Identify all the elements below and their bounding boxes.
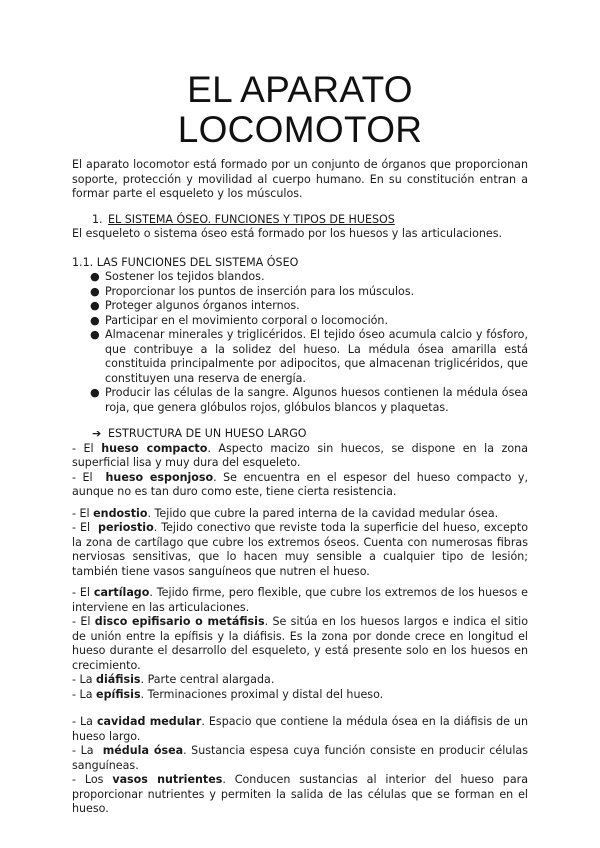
list-item-text: Producir las células de la sangre. Algunos huesos contienen la médula ósea roja, que genera glóbulos rojos, glóbulos blancos y plaquetas. (105, 386, 528, 414)
entry-prefix: - La (72, 744, 103, 757)
structure-entry (72, 773, 528, 817)
entry-text: . Aspecto macizo sin huecos, se dispone en la zona superficial lisa y muy dura del esqueleto. (72, 441, 529, 469)
entry-term: cartílago (93, 586, 150, 599)
structure-entry (72, 715, 528, 744)
entry-prefix: - La (72, 673, 97, 686)
entry-prefix: - Los (72, 773, 113, 786)
entry-term: epífisis (96, 687, 141, 701)
entry-term: endostio (93, 506, 148, 520)
entry-text: . Tejido conectivo que reviste toda la superficie del hueso, excepto la zona de cartílago que cubre los extremos óseos. Cuenta con numerosas fibras nerviosas sensitivas, que lo hacen muy sensible a cualquier tipo de lesión; también tiene vasos sanguíneos que nutren el hueso. (72, 521, 528, 578)
entry-text: . Parte central alargada. (140, 673, 275, 686)
entry-prefix: - La (72, 687, 97, 701)
entry-text: . Se sitúa en los huesos largos e indica el sitio de unión entre la epífisis y la diáfisis. Es la zona por donde crece en longitud el hueso durante el desarrollo del esqueleto, y está presente solo en los huesos en crecimiento. (72, 615, 528, 672)
bullet-icon: ● (90, 299, 100, 312)
entry-text: . Tejido firme, pero flexible, que cubre los extremos de los huesos e interviene en las articulaciones. (72, 586, 528, 614)
entry-prefix: - El (72, 521, 98, 534)
entry-term: hueso compacto (101, 441, 208, 455)
list-item (90, 299, 528, 314)
entry-term: hueso esponjoso (105, 470, 214, 484)
list-item (90, 314, 528, 329)
entry-text: . Espacio que contiene la médula ósea en la diáfisis de un hueso largo. (72, 715, 529, 743)
list-item (90, 386, 528, 415)
entry-term: cavidad medular (96, 715, 202, 728)
list-item (90, 285, 528, 300)
entry-term: médula ósea (102, 744, 184, 757)
entry-term: vasos nutrientes (112, 773, 223, 786)
entry-prefix: - El (72, 470, 106, 484)
list-item-text: Participar en el movimiento corporal o locomoción. (105, 313, 388, 327)
structure-entry (72, 507, 528, 522)
entry-prefix: - El (72, 441, 102, 455)
list-item-text: Proteger algunos órganos internos. (105, 299, 300, 312)
functions-list (72, 270, 528, 415)
list-item (90, 270, 528, 285)
intro-paragraph: El aparato locomotor está formado por un conjunto de órganos que proporcionan soporte, protección y movilidad al cuerpo humano. En su constitución entran a formar parte el esqueleto y los músculos. (72, 158, 528, 200)
entry-text: . Conducen sustancias al interior del hueso para proporcionar nutrientes y permiten la salida de las células que se forman en el hueso. (72, 773, 528, 815)
structure-entry (72, 471, 528, 500)
entry-prefix: - El (72, 615, 95, 628)
entry-prefix: - El (72, 506, 94, 520)
entry-term: periostio (98, 521, 154, 534)
section-1-number: 1. (92, 212, 103, 226)
document-title: EL APARATO LOCOMOTOR (177, 69, 423, 150)
section-1-title: EL SISTEMA ÓSEO. FUNCIONES Y TIPOS DE HUESOS (108, 212, 395, 226)
structure-entry (72, 688, 528, 703)
structure-entry (72, 586, 528, 615)
list-item-text: Proporcionar los puntos de inserción para los músculos. (105, 284, 415, 298)
entry-prefix: - La (72, 715, 97, 728)
bullet-icon: ● (90, 313, 100, 327)
bullet-icon: ● (90, 328, 100, 341)
entry-term: disco epifisario o metáfisis (94, 615, 265, 628)
bullet-icon: ● (90, 270, 100, 283)
list-item (90, 328, 528, 386)
bullet-icon: ● (90, 284, 100, 298)
list-item-text: Sostener los tejidos blandos. (105, 270, 265, 283)
structure-entry (72, 442, 528, 471)
bullet-icon: ● (90, 386, 100, 399)
list-item-text: Almacenar minerales y triglicéridos. El tejido óseo acumula calcio y fósforo, que contribuye a la solidez del hueso. La médula ósea amarilla está constituida principalmente por adipocitos, que almacenan triglicéridos, que constituyen una reserva de energía. (105, 328, 528, 385)
structure-heading (72, 427, 528, 442)
section-1-heading (72, 213, 528, 228)
entry-text: . Sustancia espesa cuya función consiste en producir células sanguíneas. (72, 744, 528, 772)
entry-text: . Terminaciones proximal y distal del hueso. (140, 687, 384, 701)
structure-entry (72, 744, 528, 773)
structure-title: ESTRUCTURA DE UN HUESO LARGO (108, 427, 307, 440)
structure-entry (72, 521, 528, 579)
functions-heading: 1.1. LAS FUNCIONES DEL SISTEMA ÓSEO (72, 255, 299, 269)
arrow-right-icon: ➔ (92, 427, 102, 440)
section-1-text: El esqueleto o sistema óseo está formado por los huesos y las articulaciones. (72, 227, 503, 240)
entry-text: . Tejido que cubre la pared interna de la cavidad medular ósea. (147, 506, 499, 520)
entry-prefix: - El (72, 586, 94, 599)
entry-term: diáfisis (96, 673, 141, 686)
structure-entry (72, 673, 528, 688)
entry-text: . Se encuentra en el espesor del hueso compacto y, aunque no es tan duro como este, tiene cierta resistencia. (72, 470, 528, 498)
structure-entry (72, 615, 528, 673)
